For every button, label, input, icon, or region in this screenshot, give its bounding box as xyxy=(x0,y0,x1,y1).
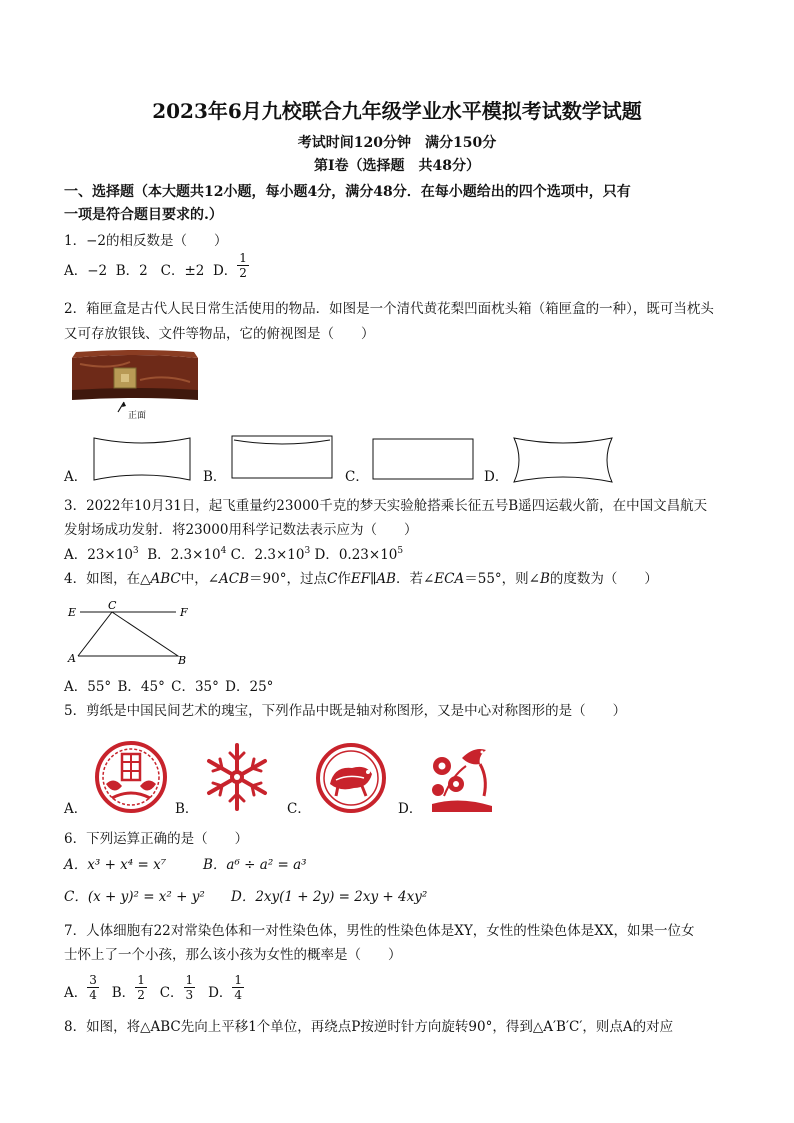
q4-stem: 4．如图，在△ABC中，∠ACB＝90°，过点C作EF∥AB．若∠ECA＝55°，则∠B的度数为（ ） xyxy=(64,571,658,587)
q3-options xyxy=(64,546,403,564)
q2-option-c[interactable]: C． xyxy=(345,469,369,485)
q3-line1: 3．2022年10月31日，起飞重量约23000千克的梦天实验舱搭乘长征五号B遥四运载火箭，在中国文昌航天 xyxy=(64,498,708,514)
q3-option-c[interactable]: C．$2.3\times 10^3$ xyxy=(230,546,311,563)
q6-option-d[interactable]: D．2xy(1 + 2y) = 2xy + 4xy² xyxy=(231,889,428,905)
papercut-a-double-happiness xyxy=(92,740,170,814)
q5-option-a[interactable]: A． xyxy=(64,801,88,817)
q6-option-b[interactable]: B．a⁶ ÷ a² = a³ xyxy=(203,857,307,873)
section1-line1: 一、选择题（本大题共12小题，每小题4分，满分48分．在每小题给出的四个选项中，只有 xyxy=(64,184,631,200)
label-b: B xyxy=(178,654,187,667)
q5-option-b[interactable]: B． xyxy=(175,801,199,817)
label-e: E xyxy=(68,606,77,619)
q2-figure-d xyxy=(512,434,614,486)
papercut-b-snowflake xyxy=(200,742,274,812)
q1-options xyxy=(64,251,249,280)
q2-line1: 2．箱匣盒是古代人民日常生活使用的物品．如图是一个清代黄花梨凹面枕头箱（箱匣盒的一种），既可当枕头 xyxy=(64,301,714,317)
q1-stem: 1．−2的相反数是（ ） xyxy=(64,233,228,249)
q3-line2: 发射场成功发射．将23000用科学记数法表示应为（ ） xyxy=(64,522,418,538)
front-label: 正面 xyxy=(128,410,147,420)
papercut-d-bird-flowers xyxy=(422,736,498,814)
q7-option-a[interactable]: A． $\frac{3}{4}$ xyxy=(64,973,97,1002)
q7-option-c[interactable]: C． $\frac{1}{3}$ xyxy=(159,973,194,1002)
q3-option-a[interactable]: A．$23\times 10^3$ xyxy=(64,546,139,563)
q4-options[interactable]: A．55° B．45° C．35° D．25° xyxy=(64,679,274,695)
q1-option-a[interactable]: A．−2 xyxy=(64,263,108,279)
q2-option-a[interactable]: A． xyxy=(64,469,88,485)
papercut-c-zodiac xyxy=(314,742,388,814)
q2-figure-c xyxy=(372,438,474,482)
label-f: F xyxy=(180,606,188,619)
q7-option-b[interactable]: B． $\frac{1}{2}$ xyxy=(111,973,145,1002)
q4-triangle-figure xyxy=(66,598,196,668)
q7-option-d[interactable]: D． $\frac{1}{4}$ xyxy=(208,973,243,1002)
q2-line2: 又可存放银钱、文件等物品，它的俯视图是（ ） xyxy=(64,326,375,342)
label-a: A xyxy=(68,652,76,665)
q6-option-c[interactable]: C．(x + y)² = x² + y² xyxy=(64,889,205,905)
q7-line2: 士怀上了一个小孩，那么该小孩为女性的概率是（ ） xyxy=(64,947,402,963)
exam-title: 2023年6月九校联合九年级学业水平模拟考试数学试题 xyxy=(152,99,642,123)
q2-figure-b xyxy=(230,434,334,482)
q8-line1: 8．如图，将△ABC先向上平移1个单位，再绕点P按逆时针方向旋转90°，得到△A′B′C′，则点A的对应 xyxy=(64,1019,674,1035)
q3-option-b[interactable]: B．$2.3\times 10^4$ xyxy=(147,546,227,563)
q6-stem: 6．下列运算正确的是（ ） xyxy=(64,831,249,847)
pillow-box-photo xyxy=(70,350,200,430)
q7-line1: 7．人体细胞有22对常染色体和一对性染色体，男性的性染色体是XY，女性的性染色体是XX，如果一位女 xyxy=(64,923,695,939)
exam-info: 考试时间120分钟 满分150分 xyxy=(297,135,497,151)
q6-option-a[interactable]: A．x³ + x⁴ = x⁷ xyxy=(64,857,167,873)
q1-option-d[interactable]: D． $\frac{1}{2}$ xyxy=(212,251,247,280)
q1-option-c[interactable]: C．±2 xyxy=(160,263,205,279)
q2-option-b[interactable]: B． xyxy=(203,469,227,485)
q2-figure-a xyxy=(92,434,192,484)
label-c: C xyxy=(108,599,117,612)
section1-line2: 一项是符合题目要求的.） xyxy=(64,207,223,223)
q2-option-d[interactable]: D． xyxy=(484,469,509,485)
q5-stem: 5．剪纸是中国民间艺术的瑰宝，下列作品中既是轴对称图形，又是中心对称图形的是（ ） xyxy=(64,703,627,719)
q5-option-c[interactable]: C． xyxy=(287,801,311,817)
volume-heading: 第Ⅰ卷（选择题 共48分） xyxy=(313,158,481,174)
q1-option-b[interactable]: B．2 xyxy=(115,263,148,279)
q7-options xyxy=(64,973,244,1002)
q5-option-d[interactable]: D． xyxy=(398,801,423,817)
q3-option-d[interactable]: D．$0.23\times 10^5$ xyxy=(314,546,404,563)
